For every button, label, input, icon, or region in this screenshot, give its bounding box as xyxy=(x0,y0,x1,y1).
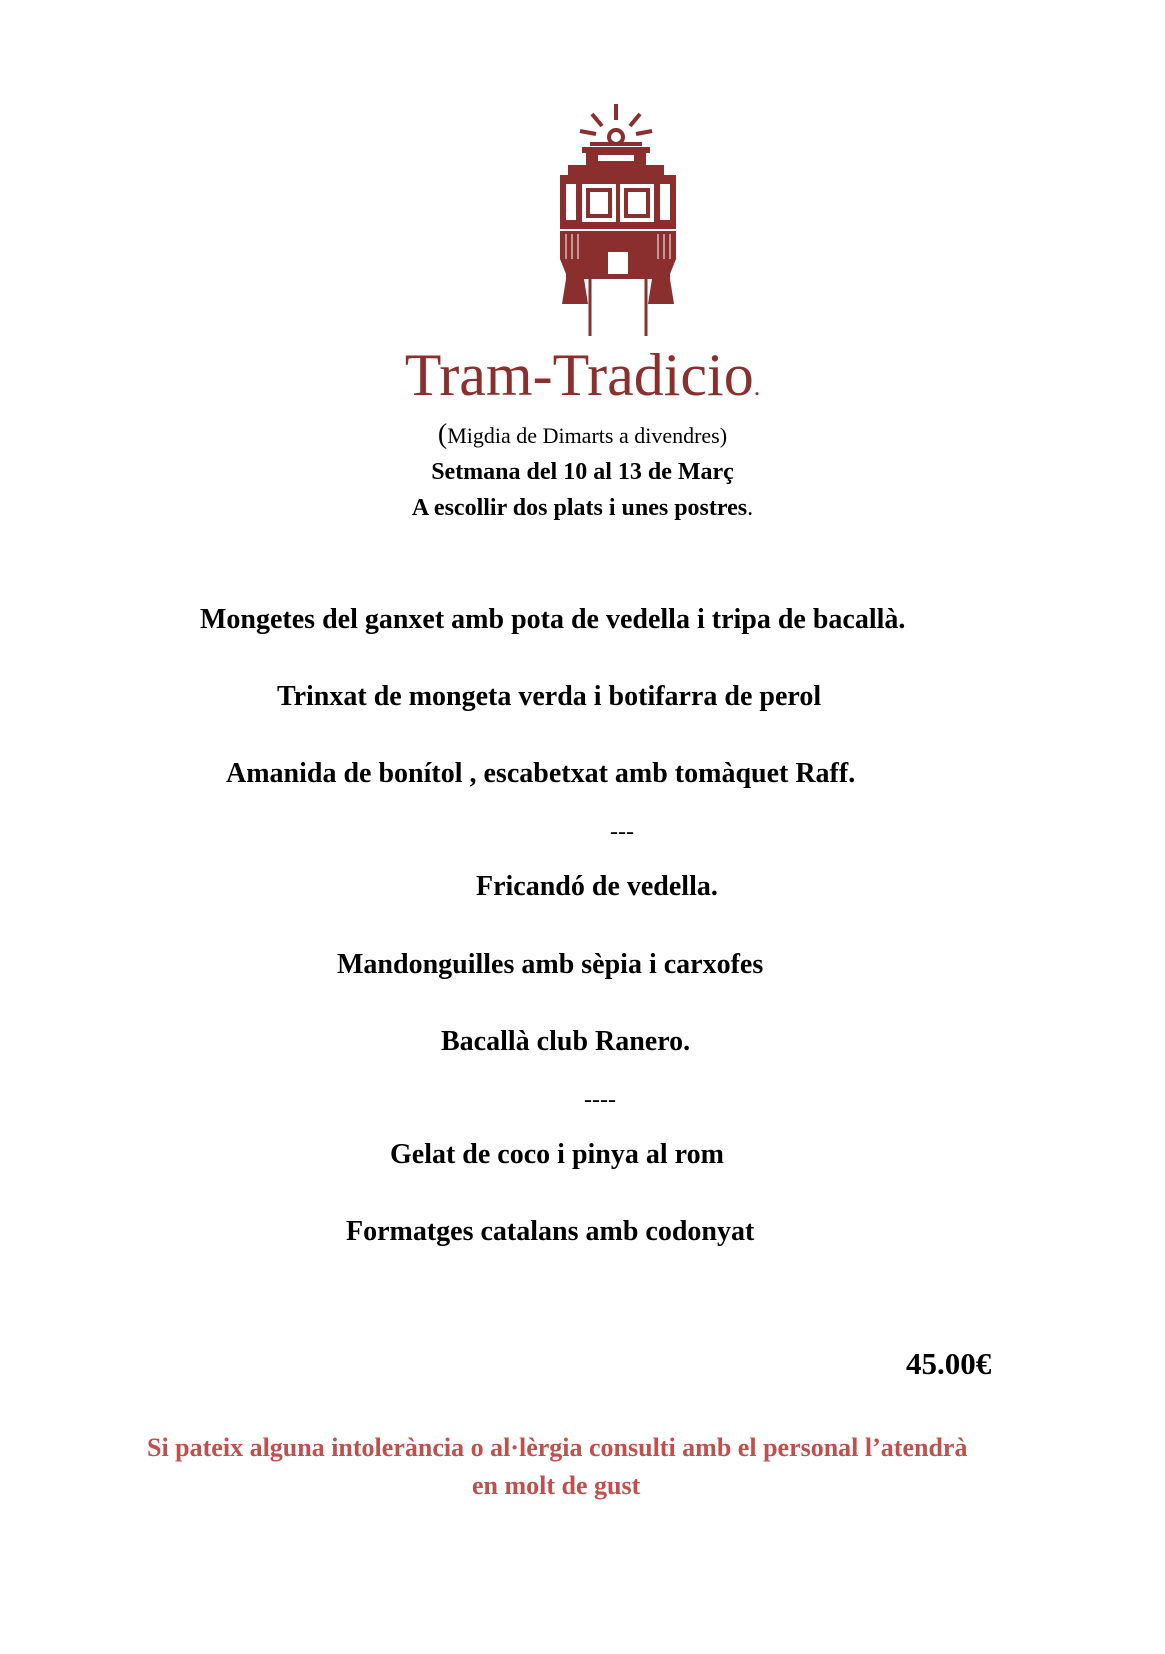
choose-period: . xyxy=(747,495,754,521)
week-range: Setmana del 10 al 13 de Març xyxy=(431,459,734,485)
dish-item: Trinxat de mongeta verda i botifarra de perol xyxy=(277,681,822,712)
tram-logo xyxy=(552,104,684,336)
section-separator: ---- xyxy=(584,1087,616,1113)
dish-item: Bacallà club Ranero. xyxy=(441,1026,691,1057)
dish-item: Mongetes del ganxet amb pota de vedella i tripa de bacallà. xyxy=(200,604,906,635)
dish-item: Fricandó de vedella. xyxy=(476,871,718,902)
schedule-paren: ( xyxy=(437,419,448,450)
menu-price: 45.00€ xyxy=(906,1346,992,1381)
tram-icon xyxy=(552,104,684,336)
section-separator: --- xyxy=(610,819,634,845)
schedule-line xyxy=(0,421,1165,449)
dessert-item: Formatges catalans amb codonyat xyxy=(346,1216,755,1247)
allergy-notice-line2: en molt de gust xyxy=(472,1471,641,1500)
brand-name: Tram-Tradicio xyxy=(404,342,754,408)
dish-item: Amanida de bonítol , escabetxat amb tomàquet Raff. xyxy=(226,758,856,789)
choose-text: A escollir dos plats i unes postres xyxy=(411,495,748,521)
choose-instructions xyxy=(0,496,1165,520)
brand-dot: . xyxy=(753,372,761,401)
restaurant-name xyxy=(0,342,1165,408)
dessert-item: Gelat de coco i pinya al rom xyxy=(390,1139,724,1170)
allergy-notice-line1: Si pateix alguna intolerància o al·lèrgia consulti amb el personal l’atendrà xyxy=(147,1433,968,1462)
dish-item: Mandonguilles amb sèpia i carxofes xyxy=(337,949,764,980)
schedule-text: Migdia de Dimarts a divendres) xyxy=(447,423,728,448)
